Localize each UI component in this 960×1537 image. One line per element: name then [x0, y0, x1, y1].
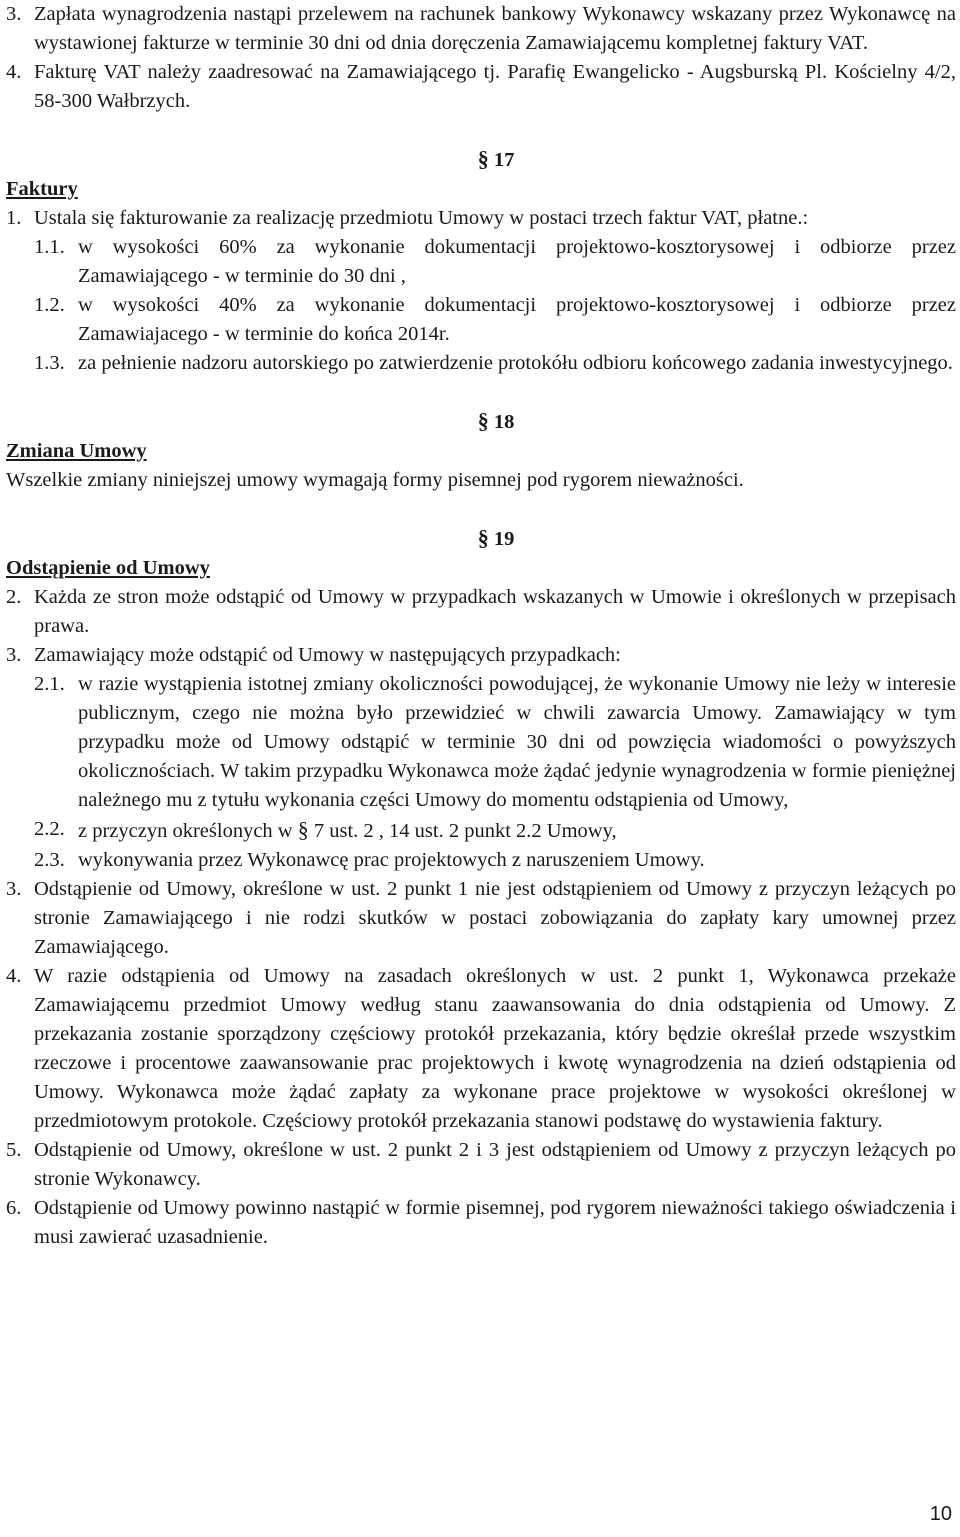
subitem-text: za pełnienie nadzoru autorskiego po zatwierdzenie protokółu odbioru końcowego zadania inwestycyjnego. [78, 352, 953, 374]
section-number: 19 [493, 528, 515, 550]
section-18-text: Wszelkie zmiany niniejszej umowy wymagają formy pisemnej pod rygorem nieważności. [6, 469, 744, 491]
section-symbol: § [477, 146, 489, 171]
item-text: Odstąpienie od Umowy, określone w ust. 2 punkt 2 i 3 jest odstąpieniem od Umowy z przyczyn leżących po stronie Wykonawcy. [34, 1139, 956, 1190]
s19-item-3b [6, 875, 956, 962]
section-18-heading [36, 406, 956, 437]
page-number: 10 [929, 1503, 952, 1525]
section-17-title: Faktury [6, 178, 78, 200]
subitem-text: w wysokości 60% za wykonanie dokumentacji projektowo-kosztorysowej i odbiorze przez Zamawiającego - w terminie do 30 dni , [78, 236, 956, 287]
paragraph-3 [6, 0, 956, 58]
item-number: 3. [6, 3, 22, 25]
s19-subitem-2-3 [6, 846, 956, 875]
section-19-title: Odstąpienie od Umowy [6, 557, 210, 579]
section-symbol: § [477, 525, 489, 550]
section-19-heading [36, 523, 956, 554]
item-text: Fakturę VAT należy zaadresować na Zamawiającego tj. Parafię Ewangelicko - Augsburską Pl. Kościelny 4/2, 58-300 Wałbrzych. [34, 61, 956, 112]
item-number: 5. [6, 1139, 22, 1161]
subitem-number: 2.3. [34, 849, 65, 871]
s19-item-6 [6, 1194, 956, 1252]
section-symbol: § [477, 408, 489, 433]
s19-item-4 [6, 962, 956, 1136]
item-text: Odstąpienie od Umowy, określone w ust. 2 punkt 1 nie jest odstąpieniem od Umowy z przyczyn leżących po stronie Zamawiającego i nie rodzi skutków w postaci zobowiązania do zapłaty kary umownej przez Zamawiającego. [34, 878, 956, 958]
subitem-number: 1.1. [34, 236, 65, 258]
subitem-number: 2.1. [34, 673, 65, 695]
item-number: 4. [6, 61, 22, 83]
item-text: Zamawiający może odstąpić od Umowy w następujących przypadkach: [34, 644, 621, 666]
section-18-title: Zmiana Umowy [6, 440, 147, 462]
section-symbol: § [297, 817, 309, 842]
subitem-text-part: 7 ust. 2 , 14 ust. 2 punkt 2.2 Umowy, [313, 820, 617, 842]
s19-item-2 [6, 583, 956, 641]
item-text: W razie odstąpienia od Umowy na zasadach określonych w ust. 2 punkt 1, Wykonawca przekaże Zamawiającemu przedmiot Umowy według stanu zaawansowania do dnia odstąpienia od Umowy. Z przekazania zostanie sporządzony częściowy protokół przekazania, który będzie określał przede wszystkim rzeczowe i procentowe zaawansowanie prac projektowych i kwotę wynagrodzenia na dzień odstąpienia od Umowy. Wykonawca może żądać zapłaty za wykonane prace projektowe w wysokości określonej w przedmiotowym protokole. Częściowy protokół przekazania stanowi podstawę do wystawienia faktury. [34, 965, 956, 1132]
subitem-text-part: z przyczyn określonych w [78, 820, 293, 842]
s17-subitem-1-3 [6, 349, 956, 378]
section-17-heading [36, 144, 956, 175]
s17-item-1 [6, 204, 956, 233]
s17-subitem-1-2 [6, 291, 956, 349]
item-number: 3. [6, 644, 22, 666]
section-number: 17 [493, 149, 515, 171]
item-number: 1. [6, 207, 22, 229]
s19-item-3 [6, 641, 956, 670]
subitem-text: wykonywania przez Wykonawcę prac projektowych z naruszeniem Umowy. [78, 849, 705, 871]
section-number: 18 [493, 411, 515, 433]
item-text: Ustala się fakturowanie za realizację przedmiotu Umowy w postaci trzech faktur VAT, płatne.: [34, 207, 809, 229]
subitem-number: 2.2. [34, 818, 65, 840]
item-number: 2. [6, 586, 22, 608]
subitem-text: w wysokości 40% za wykonanie dokumentacji projektowo-kosztorysowej i odbiorze przez Zamawiajacego - w terminie do końca 2014r. [78, 294, 956, 345]
s19-subitem-2-1 [6, 670, 956, 815]
s19-subitem-2-2 [6, 815, 956, 846]
subitem-text: w razie wystąpienia istotnej zmiany okoliczności powodującej, że wykonanie Umowy nie leży w interesie publicznym, czego nie można było przewidzieć w chwili zawarcia Umowy. Zamawiający w tym przypadku może od Umowy odstąpić w terminie 30 dni od powzięcia wiadomości o powyższych okolicznościach. W takim przypadku Wykonawca może żądać jedynie wynagrodzenia w formie pieniężnej należnego mu z tytułu wykonania części Umowy do momentu odstąpienia od Umowy, [78, 673, 956, 811]
item-number: 4. [6, 965, 22, 987]
item-text: Każda ze stron może odstąpić od Umowy w przypadkach wskazanych w Umowie i określonych w przepisach prawa. [34, 586, 956, 637]
item-text: Odstąpienie od Umowy powinno nastąpić w formie pisemnej, pod rygorem nieważności takiego oświadczenia i musi zawierać uzasadnienie. [34, 1197, 956, 1248]
item-text: Zapłata wynagrodzenia nastąpi przelewem na rachunek bankowy Wykonawcy wskazany przez Wykonawcę na wystawionej fakturze w terminie 30 dni od dnia doręczenia Zamawiającemu kompletnej faktury VAT. [34, 3, 956, 54]
paragraph-4 [6, 58, 956, 116]
subitem-number: 1.3. [34, 352, 65, 374]
s17-subitem-1-1 [6, 233, 956, 291]
item-number: 3. [6, 878, 22, 900]
subitem-text [78, 815, 956, 846]
item-number: 6. [6, 1197, 22, 1219]
subitem-number: 1.2. [34, 294, 65, 316]
document-page [6, 0, 956, 1252]
s19-item-5 [6, 1136, 956, 1194]
